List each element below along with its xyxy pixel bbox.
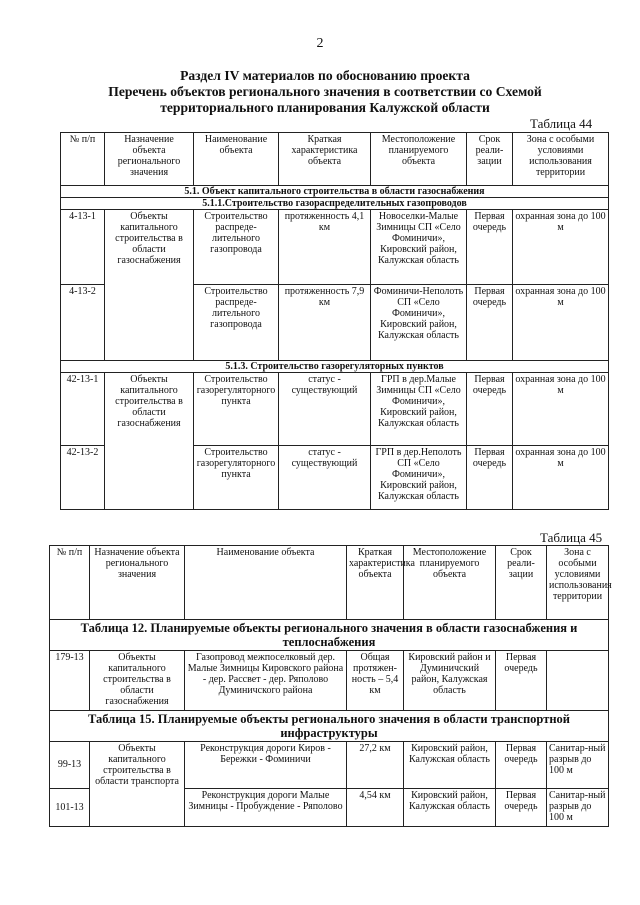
header-cell: Зона с особыми условиями использования территории [513,133,609,186]
header-cell: Краткая характеристика объекта [347,546,404,620]
page-number: 2 [316,36,324,51]
row-zone [547,651,609,711]
row-term: Первая очередь [496,788,547,826]
row-zone: охранная зона до 100 м [513,210,609,285]
header-cell: Зона с особыми условиями использования территории [547,546,609,620]
document-heading [60,68,590,116]
row-object-name: Строительство распреде-лительного газопровода [194,210,279,285]
row-characteristic: статус - существующий [279,373,371,446]
row-object-name: Реконструкция дороги Малые Зимницы - Пробуждение - Ряполово [185,788,347,826]
header-cell: Назначение объекта регионального значения [90,546,185,620]
subsection-row [61,361,609,373]
row-purpose [105,285,194,361]
row-zone: Санитар-ный разрыв до 100 м [547,788,609,826]
row-number: 99-13 [50,742,90,789]
table-row [61,210,609,285]
row-location: Кировский район и Думиничский район, Калужская область [404,651,496,711]
row-object-name: Газопровод межпоселковый дер. Малые Зимницы Кировского района - дер. Рассвет - дер. Ряполово Думиничского района [185,651,347,711]
row-term: Первая очередь [496,651,547,711]
row-term: Первая очередь [467,285,513,361]
row-zone: охранная зона до 100 м [513,446,609,510]
header-cell: Назначение объекта регионального значения [105,133,194,186]
row-zone: охранная зона до 100 м [513,285,609,361]
row-characteristic: 27,2 км [347,742,404,789]
section-title: 5.1. Объект капитального строительства в области газоснабжения [61,186,609,198]
table-row [50,788,609,826]
row-purpose: Объекты капитального строительства в области транспорта [90,742,185,789]
row-zone: Санитар-ный разрыв до 100 м [547,742,609,789]
section-row [50,620,609,651]
row-term: Первая очередь [467,446,513,510]
row-characteristic: протяженность 7,9 км [279,285,371,361]
row-characteristic: Общая протяжен-ность – 5,4 км [347,651,404,711]
heading-line-1: Раздел IV материалов по обоснованию проекта [180,68,470,83]
subsection-title: 5.1.1.Строительство газораспределительных газопроводов [61,198,609,210]
row-term: Первая очередь [467,210,513,285]
section-title: Таблица 12. Планируемые объекты регионального значения в области газоснабжения и теплоснабжения [50,620,609,651]
row-location: ГРП в дер.Малые Зимницы СП «Село Фоминичи», Кировский район, Калужская область [371,373,467,446]
table-44 [60,132,609,510]
row-number: 42-13-1 [61,373,105,446]
table-44-label: Таблица 44 [530,116,593,131]
table-row [61,373,609,446]
row-purpose [90,788,185,826]
row-characteristic: протяженность 4,1 км [279,210,371,285]
table-row [61,446,609,510]
header-cell: Краткая характеристика объекта [279,133,371,186]
row-object-name: Строительство газорегуляторного пункта [194,446,279,510]
row-term: Первая очередь [467,373,513,446]
header-cell: Наименование объекта [194,133,279,186]
row-number: 4-13-1 [61,210,105,285]
header-cell: Срок реали-зации [496,546,547,620]
table-44-header-row [61,133,609,186]
header-cell: № п/п [50,546,90,620]
row-location: ГРП в дер.Неполоть СП «Село Фоминичи», Кировский район, Калужская область [371,446,467,510]
row-location: Фоминичи-Неполоть СП «Село Фоминичи», Кировский район, Калужская область [371,285,467,361]
header-cell: Срок реали-зации [467,133,513,186]
table-row [50,742,609,789]
subsection-title: 5.1.3. Строительство газорегуляторных пунктов [61,361,609,373]
row-location: Кировский район, Калужская область [404,742,496,789]
row-number: 42-13-2 [61,446,105,510]
row-number: 179-13 [50,651,90,711]
row-purpose: Объекты капитального строительства в области газоснабжения [105,210,194,285]
table-45 [49,545,612,827]
row-characteristic: статус - существующий [279,446,371,510]
row-object-name: Реконструкция дороги Киров - Бережки - Фоминичи [185,742,347,789]
row-object-name: Строительство распреде-лительного газопровода [194,285,279,361]
row-characteristic: 4,54 км [347,788,404,826]
subsection-row [61,198,609,210]
heading-line-2: Перечень объектов регионального значения в соответствии со Схемой [108,84,542,99]
row-number: 4-13-2 [61,285,105,361]
table-row [50,651,609,711]
table-row [61,285,609,361]
section-title: Таблица 15. Планируемые объекты регионального значения в области транспортной инфраструктуры [50,711,609,742]
section-row [61,186,609,198]
row-number: 101-13 [50,788,90,826]
section-row [50,711,609,742]
table-45-label: Таблица 45 [540,530,603,545]
row-zone: охранная зона до 100 м [513,373,609,446]
heading-line-3: территориального планирования Калужской области [160,100,490,115]
table-45-header-row [50,546,609,620]
row-location: Новоселки-Малые Зимницы СП «Село Фоминичи», Кировский район, Калужская область [371,210,467,285]
header-cell: Наименование объекта [185,546,347,620]
header-cell: Местоположение планируемого объекта [404,546,496,620]
row-purpose: Объекты капитального строительства в области газоснабжения [105,373,194,446]
row-location: Кировский район, Калужская область [404,788,496,826]
header-cell: Местоположение планируемого объекта [371,133,467,186]
row-purpose: Объекты капитального строительства в области газоснабжения [90,651,185,711]
header-cell: № п/п [61,133,105,186]
row-term: Первая очередь [496,742,547,789]
row-purpose [105,446,194,510]
row-object-name: Строительство газорегуляторного пункта [194,373,279,446]
